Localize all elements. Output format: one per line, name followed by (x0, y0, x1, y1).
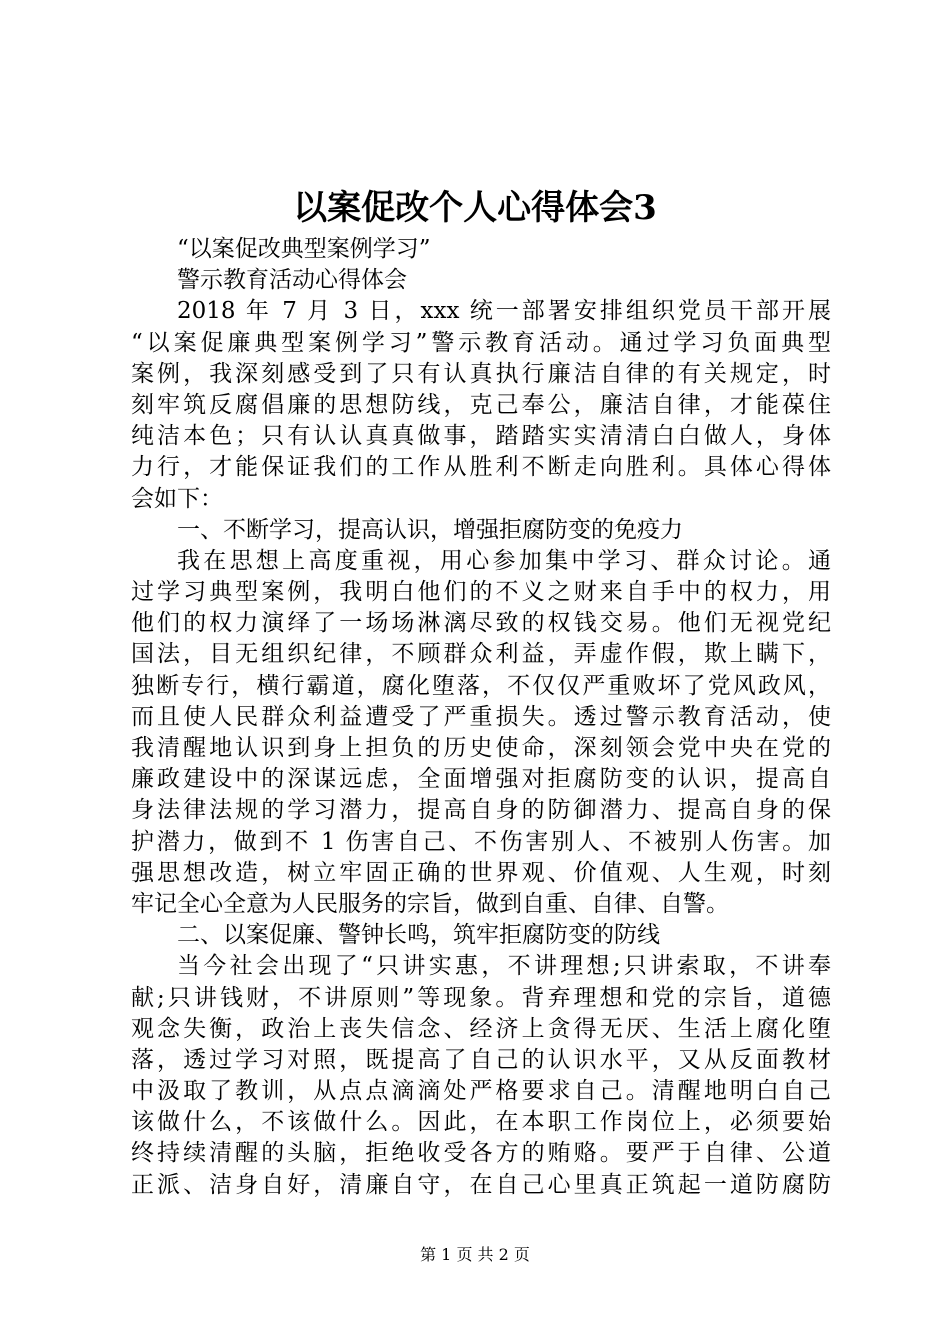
text-line: “以案促改典型案例学习” (177, 236, 431, 262)
text-line: 过学习典型案例，我明白他们的不义之财来自手中的权力，用 (131, 579, 831, 606)
document-body (131, 234, 831, 1201)
text-line: 终持续清醒的头脑，拒绝收受各方的贿赂。要严于自律、公道 (131, 1140, 831, 1167)
text-line: 二、以案促廉、警钟长鸣，筑牢拒腐防变的防线 (177, 922, 660, 949)
text-line: 当今社会出现了“只讲实惠，不讲理想;只讲索取，不讲奉 (177, 953, 831, 980)
text-line: 落，透过学习对照，既提高了自己的认识水平，又从反面教材 (131, 1046, 831, 1073)
text-line: 一、不断学习，提高认识，增强拒腐防变的免疫力 (177, 516, 683, 543)
text-line: 纯洁本色；只有认认真真做事，踏踏实实清清白白做人，身体 (131, 423, 831, 450)
text-line: 护潜力，做到不 1 伤害自己、不伤害别人、不被别人伤害。加 (131, 828, 831, 855)
document-title: 以案促改个人心得体会3 (293, 188, 657, 228)
text-line: 会如下： (131, 485, 223, 512)
text-line: 独断专行，横行霸道，腐化堕落，不仅仅严重败坏了党风政风， (131, 672, 831, 699)
text-line: 我清醒地认识到身上担负的历史使命，深刻领会党中央在党的 (131, 735, 831, 761)
text-line: 我在思想上高度重视，用心参加集中学习、群众讨论。通 (177, 547, 831, 574)
text-line: 中汲取了教训，从点点滴滴处严格要求自己。清醒地明白自己 (131, 1078, 831, 1105)
text-line: 观念失衡，政治上丧失信念、经济上贪得无厌、生活上腐化堕 (131, 1015, 831, 1042)
text-line: 案例，我深刻感受到了只有认真执行廉洁自律的有关规定，时 (131, 360, 831, 387)
text-line: 力行，才能保证我们的工作从胜利不断走向胜利。具体心得体 (131, 454, 831, 481)
text-line: 强思想改造，树立牢固正确的世界观、价值观、人生观，时刻 (131, 859, 831, 886)
text-line: 正派、洁身自好，清廉自守，在自己心里真正筑起一道防腐防 (131, 1171, 831, 1198)
text-line: 牢记全心全意为人民服务的宗旨，做到自重、自律、自警。 (131, 890, 729, 917)
page-footer: 第 1 页 共 2 页 (420, 1245, 530, 1264)
text-line: 而且使人民群众利益遭受了严重损失。透过警示教育活动，使 (131, 703, 831, 730)
text-line: 献;只讲钱财，不讲原则”等现象。背弃理想和党的宗旨，道德 (131, 984, 831, 1011)
text-line: 他们的权力演绎了一场场淋漓尽致的权钱交易。他们无视党纪 (131, 610, 831, 637)
text-line: 警示教育活动心得体会 (177, 267, 407, 294)
text-line: 该做什么，不该做什么。因此，在本职工作岗位上，必须要始 (131, 1109, 831, 1136)
text-line: 廉政建设中的深谋远虑，全面增强对拒腐防变的认识，提高自 (131, 766, 831, 793)
text-line: 国法，目无组织纪律，不顾群众利益，弄虚作假，欺上瞒下， (131, 641, 831, 668)
text-line: 2018 年 7 月 3 日，xxx 统一部署安排组织党员干部开展 (177, 298, 831, 325)
text-line: “以案促廉典型案例学习”警示教育活动。通过学习负面典型 (131, 329, 831, 356)
text-line: 身法律法规的学习潜力，提高自身的防御潜力、提高自身的保 (131, 797, 831, 824)
text-line: 刻牢筑反腐倡廉的思想防线，克己奉公，廉洁自律，才能葆住 (131, 391, 831, 418)
